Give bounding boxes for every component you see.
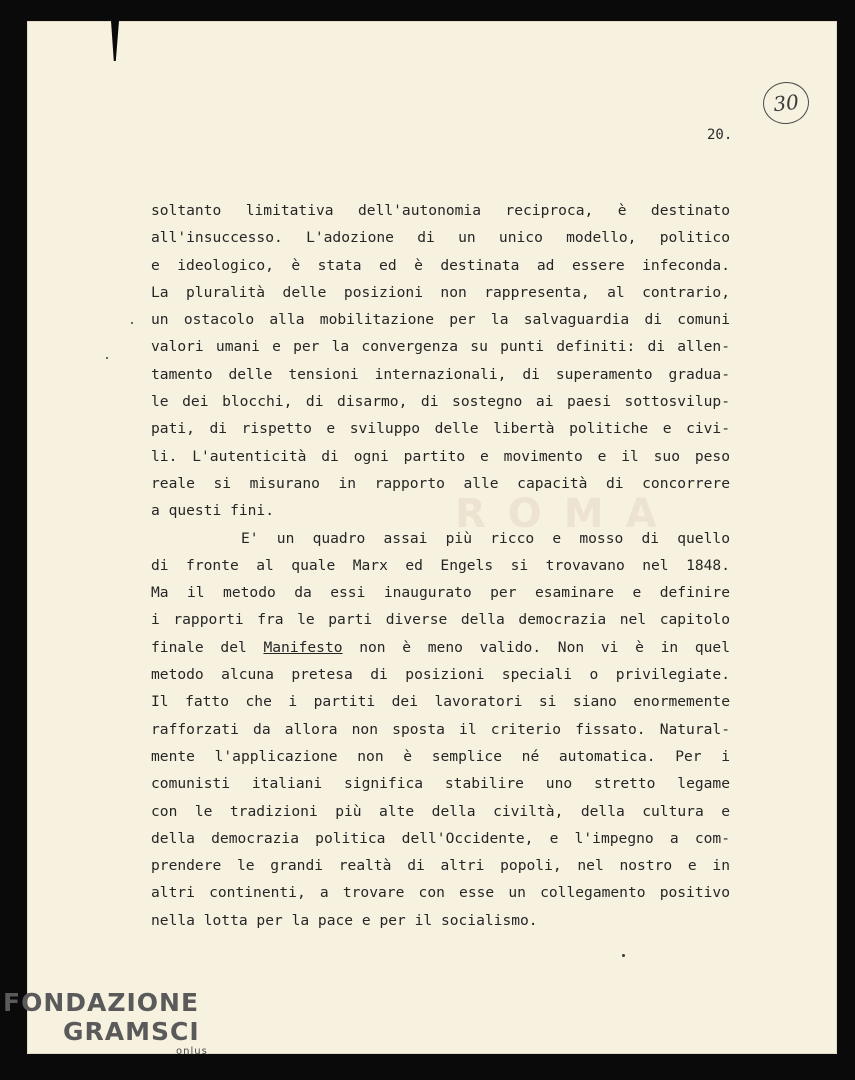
text-line: prendere le grandi realtà di altri popoli, nel nostro e in (151, 857, 730, 875)
text-line: E' un quadro assai più ricco e mosso di quello (241, 529, 730, 547)
logo-line-2: GRAMSCI (63, 1017, 200, 1046)
text-line: reale si misurano in rapporto alle capacità di concorrere (151, 474, 730, 492)
text-fragment: non è meno valido. Non vi è in quel (342, 638, 730, 656)
text-line: di fronte al quale Marx ed Engels si trovavano nel 1848. (151, 556, 730, 574)
text-line (151, 634, 730, 661)
text-line: a questi fini. (151, 502, 275, 520)
fondazione-gramsci-logo (3, 988, 208, 1058)
body-text (151, 197, 730, 934)
ink-dot (622, 954, 625, 957)
logo-line-1: FONDAZIONE (3, 988, 200, 1017)
document-page (27, 21, 837, 1054)
text-line: un ostacolo alla mobilitazione per la salvaguardia di comuni (151, 311, 730, 329)
text-line: nella lotta per la pace e per il socialismo. (151, 911, 538, 929)
text-line: Ma il metodo da essi inaugurato per esaminare e definire (151, 584, 730, 602)
manifesto-title: Manifesto (263, 638, 343, 656)
ink-dot (131, 322, 133, 324)
text-line: tamento delle tensioni internazionali, di superamento gradua- (151, 365, 730, 383)
torn-edge (111, 21, 119, 61)
text-line: La pluralità delle posizioni non rappresenta, al contrario, (151, 283, 730, 301)
ink-dot (106, 357, 108, 359)
text-line: li. L'autenticità di ogni partito e movimento e il suo peso (151, 447, 730, 465)
faint-watermark-text: ROMA (455, 491, 679, 537)
text-line: comunisti italiani significa stabilire uno stretto legame (151, 775, 730, 793)
text-line: i rapporti fra le parti diverse della democrazia nel capitolo (151, 611, 730, 629)
text-line: soltanto limitativa dell'autonomia reciproca, è destinato (151, 202, 730, 219)
text-line: con le tradizioni più alte della civiltà, della cultura e (151, 802, 730, 820)
text-line: pati, di rispetto e sviluppo delle libertà politiche e civi- (151, 420, 730, 438)
page-number: 20. (707, 127, 733, 143)
text-line: le dei blocchi, di disarmo, di sostegno ai paesi sottosvilup- (151, 393, 730, 411)
text-line: rafforzati da allora non sposta il criterio fissato. Natural- (151, 720, 730, 738)
text-line: Il fatto che i partiti dei lavoratori si siano enormemente (151, 693, 730, 711)
text-line: e ideologico, è stata ed è destinata ad essere infeconda. (151, 256, 730, 274)
text-line: metodo alcuna pretesa di posizioni speciali o privilegiate. (151, 666, 730, 684)
paragraph-1 (151, 197, 730, 525)
logo-line-3: onlus (176, 1046, 208, 1057)
text-line: valori umani e per la convergenza su punti definiti: di allen- (151, 338, 730, 356)
text-line: all'insuccesso. L'adozione di un unico modello, politico (151, 229, 730, 247)
text-line: altri continenti, a trovare con esse un collegamento positivo (151, 884, 730, 902)
text-fragment: finale del (151, 638, 264, 656)
text-line: della democrazia politica dell'Occidente, e l'impegno a com- (151, 829, 730, 847)
text-line: mente l'applicazione non è semplice né automatica. Per i (151, 747, 730, 765)
archive-number-stamp: 30 (761, 80, 811, 127)
paragraph-2 (151, 525, 730, 934)
